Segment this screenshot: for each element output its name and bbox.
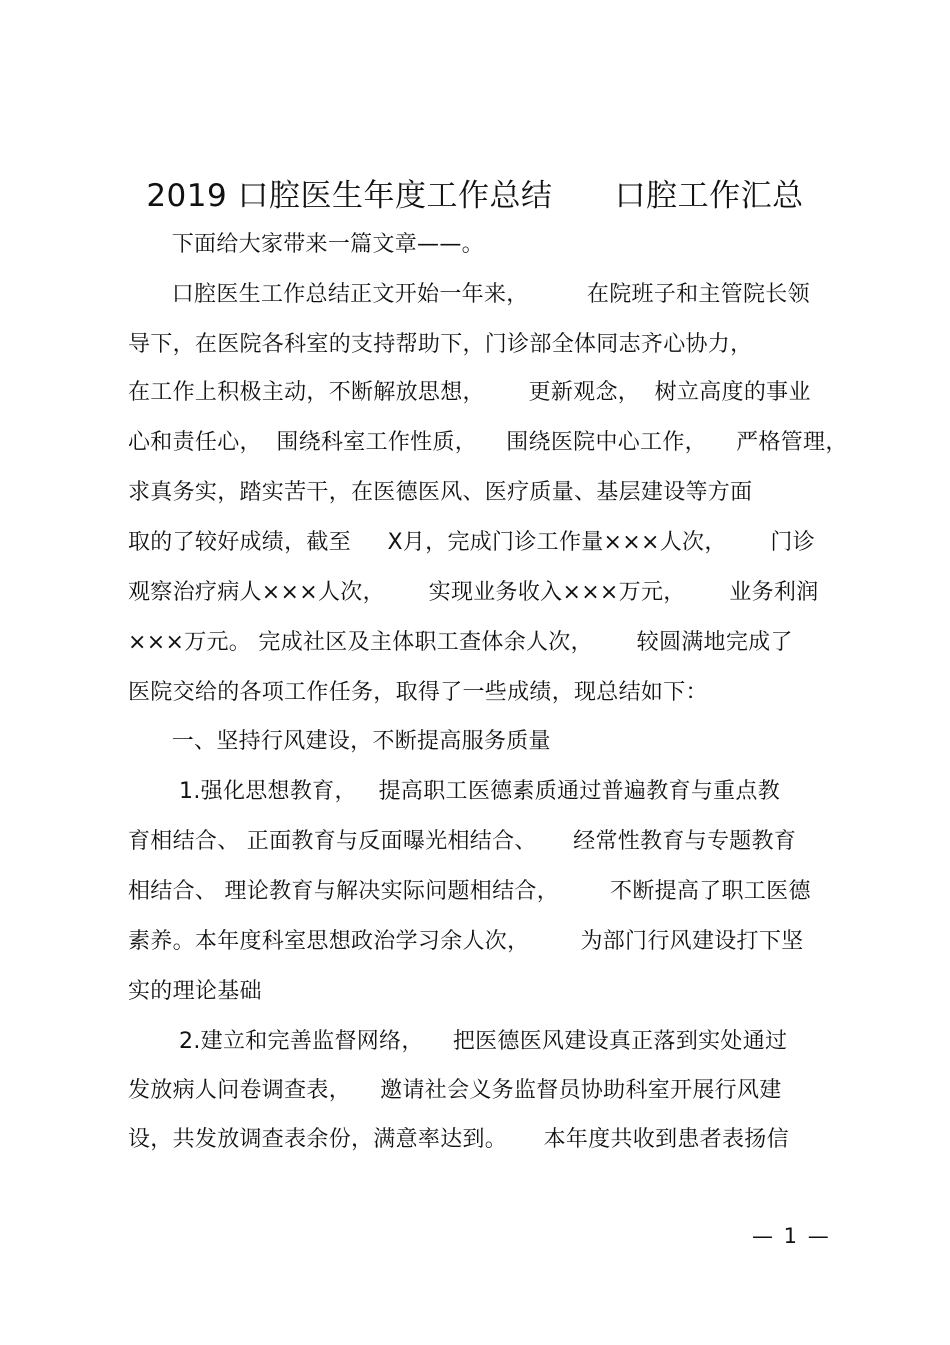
body-line-18: 发放病人问卷调查表， 邀请社会义务监督员协助科室开展行风建 [128,1078,782,1103]
body-line-8: 观察治疗病人×××人次， 实现业务收入×××万元， 业务利润 [128,580,819,605]
document-title: 2019 口腔医生年度工作总结 口腔工作汇总 [146,178,804,214]
body-line-5: 心和责任心， 围绕科室工作性质， 围绕医院中心工作， 严格管理， [128,430,848,455]
body-line-4: 在工作上积极主动，不断解放思想， 更新观念， 树立高度的事业 [128,380,811,405]
section-heading: 一、坚持行风建设，不断提高服务质量 [128,729,551,754]
body-line-17: 2.建立和完善监督网络， 把医德医风建设真正落到实处通过 [128,1029,788,1054]
body-line-6: 求真务实，踏实苦干，在医德医风、医疗质量、基层建设等方面 [128,480,753,505]
body-line-10: 医院交给的各项工作任务，取得了一些成绩，现总结如下： [128,680,708,705]
page-number: — 1 — [752,1224,831,1248]
body-line-2: 口腔医生工作总结正文开始一年来， 在院班子和主管院长领 [128,282,810,307]
body-line-1: 下面给大家带来一篇文章——。 [128,232,484,257]
body-line-3: 导下，在医院各科室的支持帮助下，门诊部全体同志齐心协力， [128,332,753,357]
body-line-12: 1.强化思想教育， 提高职工医德素质通过普遍教育与重点教 [128,779,781,804]
body-line-14: 相结合、 理论教育与解决实际问题相结合， 不断提高了职工医德 [128,879,811,904]
body-line-19: 设，共发放调查表余份，满意率达到。 本年度共收到患者表扬信 [128,1127,789,1152]
body-line-7: 取的了较好成绩，截至 X月，完成门诊工作量×××人次， 门诊 [128,530,815,555]
body-line-15: 素养。本年度科室思想政治学习余人次， 为部门行风建设打下坚 [128,929,804,954]
body-line-9: ×××万元。 完成社区及主体职工查体余人次， 较圆满地完成了 [128,630,793,655]
body-line-13: 育相结合、 正面教育与反面曝光相结合、 经常性教育与专题教育 [128,829,797,854]
body-line-16: 实的理论基础 [128,979,262,1004]
